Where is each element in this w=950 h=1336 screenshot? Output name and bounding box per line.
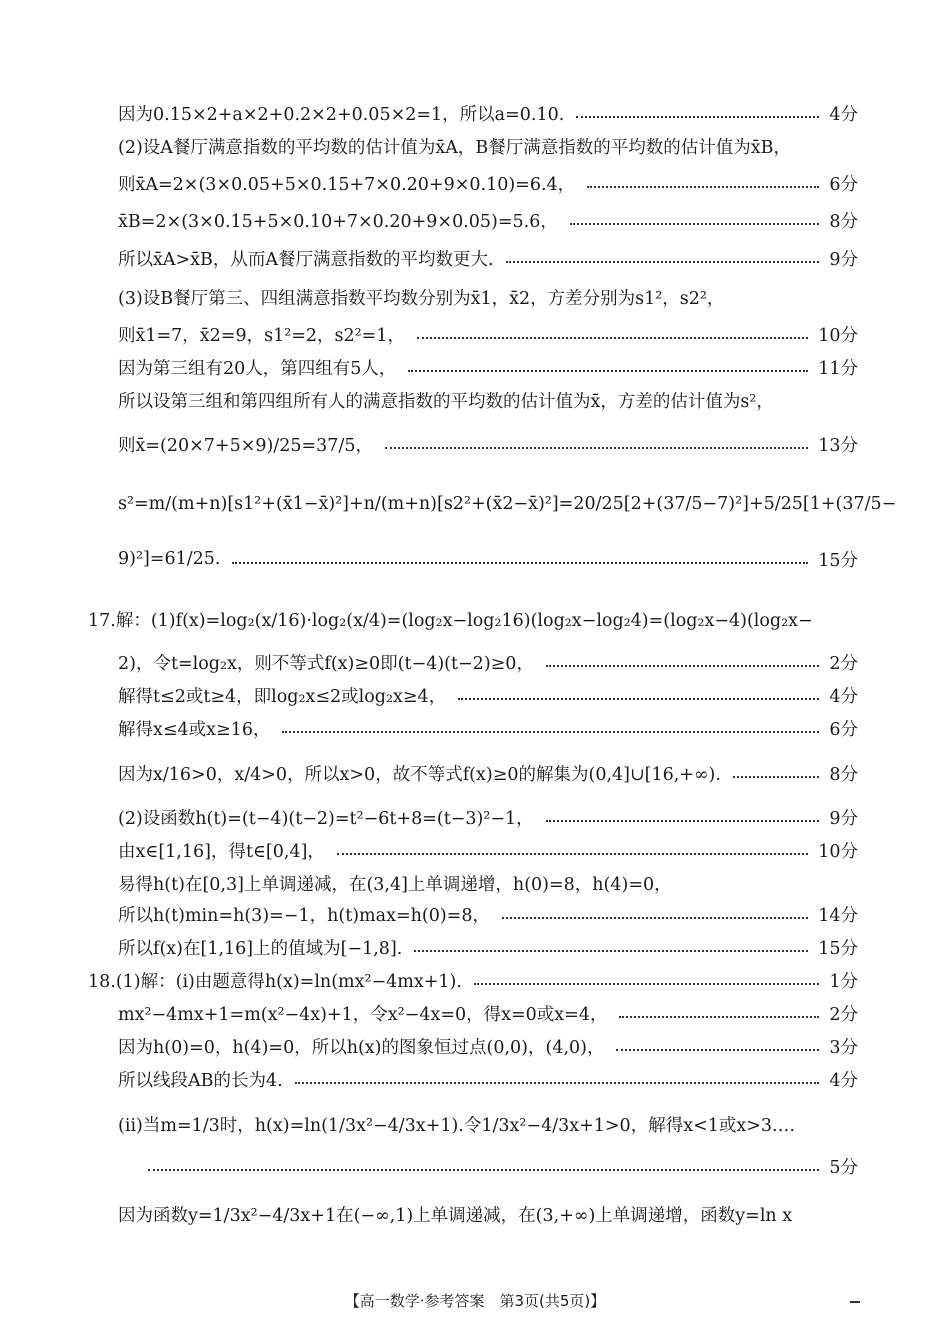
- answer-line: mx²−4mx+1=m(x²−4x)+1，令x²−4x=0，得x=0或x=4， 2分: [118, 1004, 858, 1025]
- corner-mark: [850, 1298, 860, 1303]
- answer-line: 因为函数y=1/3x²−4/3x+1在(−∞,1)上单调递减，在(3,+∞)上单调递增，函数y=ln x: [118, 1205, 793, 1226]
- answer-line: 2)，令t=log₂x，则不等式f(x)≥0即(t−4)(t−2)≥0， 2分: [118, 653, 858, 674]
- answer-line: 由x∈[1,16]，得t∈[0,4]， 10分: [118, 841, 858, 862]
- answer-line: 所以x̄A>x̄B，从而A餐厅满意指数的平均数更大. 9分: [118, 249, 858, 270]
- page-footer: 【高一数学·参考答案 第3页(共5页)】: [344, 1292, 606, 1310]
- answer-line: 所以f(x)在[1,16]上的值域为[−1,8]. 15分: [118, 938, 858, 959]
- answer-line: 因为h(0)=0，h(4)=0，所以h(x)的图象恒过点(0,0)，(4,0)， 3分: [118, 1037, 858, 1058]
- answer-line: 则x̄=(20×7+5×9)/25=37/5， 13分: [118, 435, 858, 456]
- answer-line: (2)设函数h(t)=(t−4)(t−2)=t²−6t+8=(t−3)²−1， 9分: [118, 808, 858, 829]
- answer-line: s²=m/(m+n)[s1²+(x̄1−x̄)²]+n/(m+n)[s2²+(x̄2−x̄)²]=20/25[2+(37/5−7)²]+5/25[1+(37/5−: [118, 494, 897, 514]
- answer-line: (ⅱ)当m=1/3时，h(x)=ln(1/3x²−4/3x+1).令1/3x²−4/3x+1>0，解得x<1或x>3.…: [118, 1115, 796, 1136]
- answer-line: 9)²]=61/25. 15分: [118, 549, 858, 571]
- answer-line: (3)设B餐厅第三、四组满意指数平均数分别为x̄1，x̄2，方差分别为s1²，s2²，: [118, 288, 725, 309]
- answer-line: 5分: [118, 1151, 858, 1181]
- answer-line: 所以h(t)min=h(3)=−1，h(t)max=h(0)=8， 14分: [118, 905, 858, 926]
- answer-line: 因为x/16>0，x/4>0，所以x>0，故不等式f(x)≥0的解集为(0,4]∪[16,+∞). 8分: [118, 764, 858, 785]
- answer-line: 17.解：(1)f(x)=log₂(x/16)·log₂(x/4)=(log₂x−log₂16)(log₂x−log₂4)=(log₂x−4)(log₂x−: [88, 610, 813, 631]
- answer-line: x̄B=2×(3×0.15+5×0.10+7×0.20+9×0.05)=5.6， 8分: [118, 211, 858, 232]
- answer-line: 所以线段AB的长为4. 4分: [118, 1070, 858, 1091]
- answer-line: 则x̄A=2×(3×0.05+5×0.15+7×0.20+9×0.10)=6.4， 6分: [118, 174, 858, 195]
- answer-line: 解得x≤4或x≥16， 6分: [118, 719, 858, 740]
- answer-line: 因为0.15×2+a×2+0.2×2+0.05×2=1，所以a=0.10. 4分: [118, 104, 858, 125]
- answer-line: 解得t≤2或t≥4，即log₂x≤2或log₂x≥4， 4分: [118, 686, 858, 707]
- answer-line: (2)设A餐厅满意指数的平均数的估计值为x̄A，B餐厅满意指数的平均数的估计值为x̄B，: [118, 137, 792, 158]
- answer-line: 因为第三组有20人，第四组有5人， 11分: [118, 358, 858, 379]
- answer-line: 则x̄1=7，x̄2=9，s1²=2，s2²=1， 10分: [118, 325, 858, 346]
- answer-line: 易得h(t)在[0,3]上单调递减，在(3,4]上单调递增，h(0)=8，h(4)=0，: [118, 874, 672, 895]
- answer-line: 18.(1)解：(ⅰ)由题意得h(x)=ln(mx²−4mx+1). 1分: [88, 971, 858, 992]
- answer-line: 所以设第三组和第四组所有人的满意指数的平均数的估计值为x̄，方差的估计值为s²，: [118, 391, 774, 412]
